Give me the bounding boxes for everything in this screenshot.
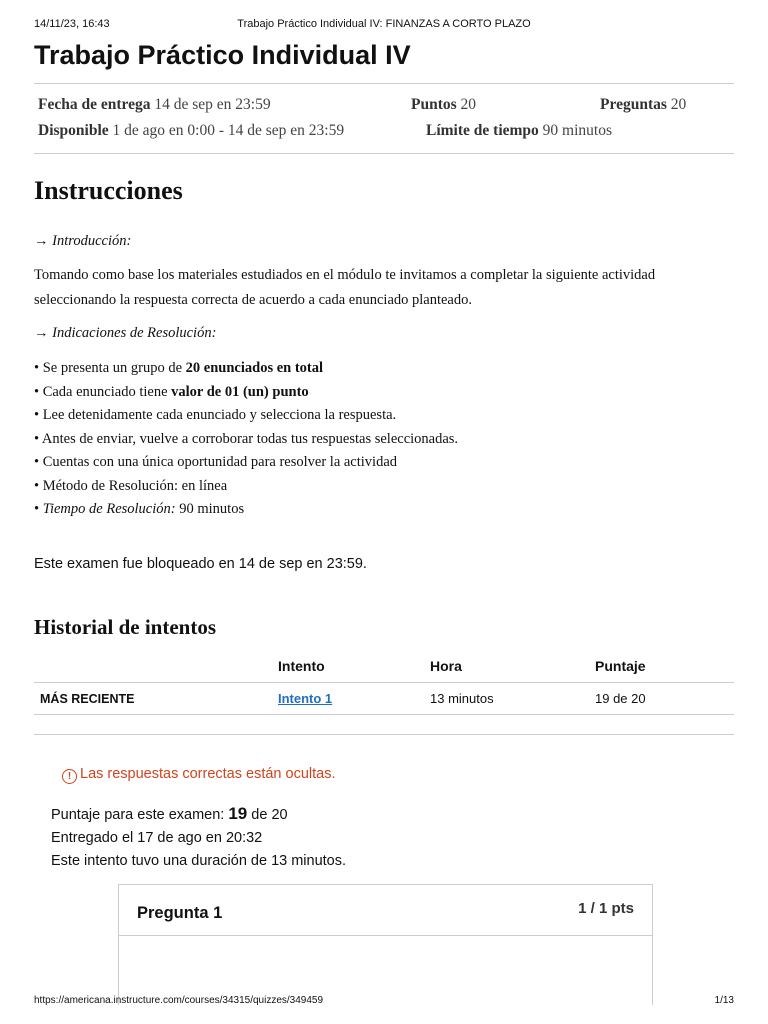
divider	[34, 83, 734, 84]
due-value: 14 de sep en 23:59	[154, 96, 271, 113]
page-url: https://americana.instructure.com/courses/34315/quizzes/349459	[34, 995, 324, 1006]
history-heading: Historial de intentos	[34, 615, 216, 639]
alert-text: Las respuestas correctas están ocultas.	[80, 766, 336, 782]
list-item: • Lee detenidamente cada enunciado y selecciona la respuesta.	[34, 407, 397, 423]
table-row	[34, 683, 734, 715]
list-item: • Antes de enviar, vuelve a corroborar todas tus respuestas seleccionadas.	[34, 430, 459, 447]
warning-icon: !	[62, 769, 77, 784]
attempt-duration: Este intento tuvo una duración de 13 minutos.	[51, 853, 347, 869]
table-header-row	[34, 650, 734, 683]
due-date	[38, 96, 271, 114]
list-item: • Cada enunciado tiene valor de 01 (un) punto	[34, 383, 309, 400]
page-title: Trabajo Práctico Individual IV	[34, 40, 411, 70]
instruction-list	[34, 357, 734, 522]
list-item: • Cuentas con una única oportunidad para resolver la actividad	[34, 454, 398, 470]
question-points: 1 / 1 pts	[578, 900, 634, 917]
column-header-score: Puntaje	[589, 650, 734, 683]
list-item: • Método de Resolución: en línea	[34, 477, 228, 494]
questions-label: Preguntas	[600, 96, 667, 113]
print-doc-title: Trabajo Práctico Individual IV: FINANZAS A CORTO PLAZO	[237, 18, 531, 30]
score-cell: 19 de 20	[589, 683, 734, 715]
available-label: Disponible	[38, 122, 109, 139]
points-label: Puntos	[411, 96, 457, 113]
availability	[38, 122, 344, 140]
quiz-meta-row-1	[38, 96, 734, 116]
column-header-time: Hora	[424, 650, 589, 683]
time-limit-label: Límite de tiempo	[426, 122, 539, 139]
intro-label: → Introducción:	[34, 233, 132, 249]
resolution-label: → Indicaciones de Resolución:	[34, 325, 217, 341]
attempt-history-table	[34, 650, 734, 715]
column-header	[34, 650, 272, 683]
questions-value: 20	[670, 96, 687, 113]
quiz-score: Puntaje para este examen: 19 de 20	[51, 804, 288, 823]
points-value: 20	[460, 96, 477, 113]
question-title: Pregunta 1	[137, 904, 223, 922]
attempt-cell	[272, 683, 424, 715]
question-card	[118, 884, 653, 1005]
answers-hidden-alert	[62, 766, 336, 784]
print-header	[34, 18, 734, 34]
time-limit-value: 90 minutos	[542, 122, 612, 139]
most-recent-label: MÁS RECIENTE	[34, 683, 272, 715]
time-limit	[426, 122, 612, 140]
attempt-link[interactable]: Intento 1	[278, 691, 333, 706]
score-value: 19	[228, 804, 248, 823]
intro-text: Tomando como base los materiales estudiados en el módulo te invitamos a completar la siguiente actividad seleccionando la respuesta correcta de acuerdo a cada enunciado planteado.	[34, 267, 656, 308]
page-number: 1/13	[714, 995, 734, 1006]
question-header	[119, 885, 652, 936]
list-item: • Se presenta un grupo de 20 enunciados en total	[34, 360, 324, 376]
submitted-date: Entregado el 17 de ago en 20:32	[51, 830, 263, 846]
lock-notice: Este examen fue bloqueado en 14 de sep en 23:59.	[34, 556, 367, 572]
print-footer	[34, 995, 734, 1009]
time-cell: 13 minutos	[424, 683, 589, 715]
instructions-heading: Instrucciones	[34, 176, 183, 205]
print-date: 14/11/23, 16:43	[34, 18, 110, 30]
divider	[34, 734, 734, 735]
questions	[600, 96, 686, 114]
available-value: 1 de ago en 0:00 - 14 de sep en 23:59	[112, 122, 345, 139]
column-header-attempt: Intento	[272, 650, 424, 683]
points	[411, 96, 476, 114]
divider	[34, 153, 734, 154]
list-item: • Tiempo de Resolución: 90 minutos	[34, 501, 245, 517]
quiz-meta-row-2	[38, 122, 734, 142]
due-label: Fecha de entrega	[38, 96, 151, 113]
